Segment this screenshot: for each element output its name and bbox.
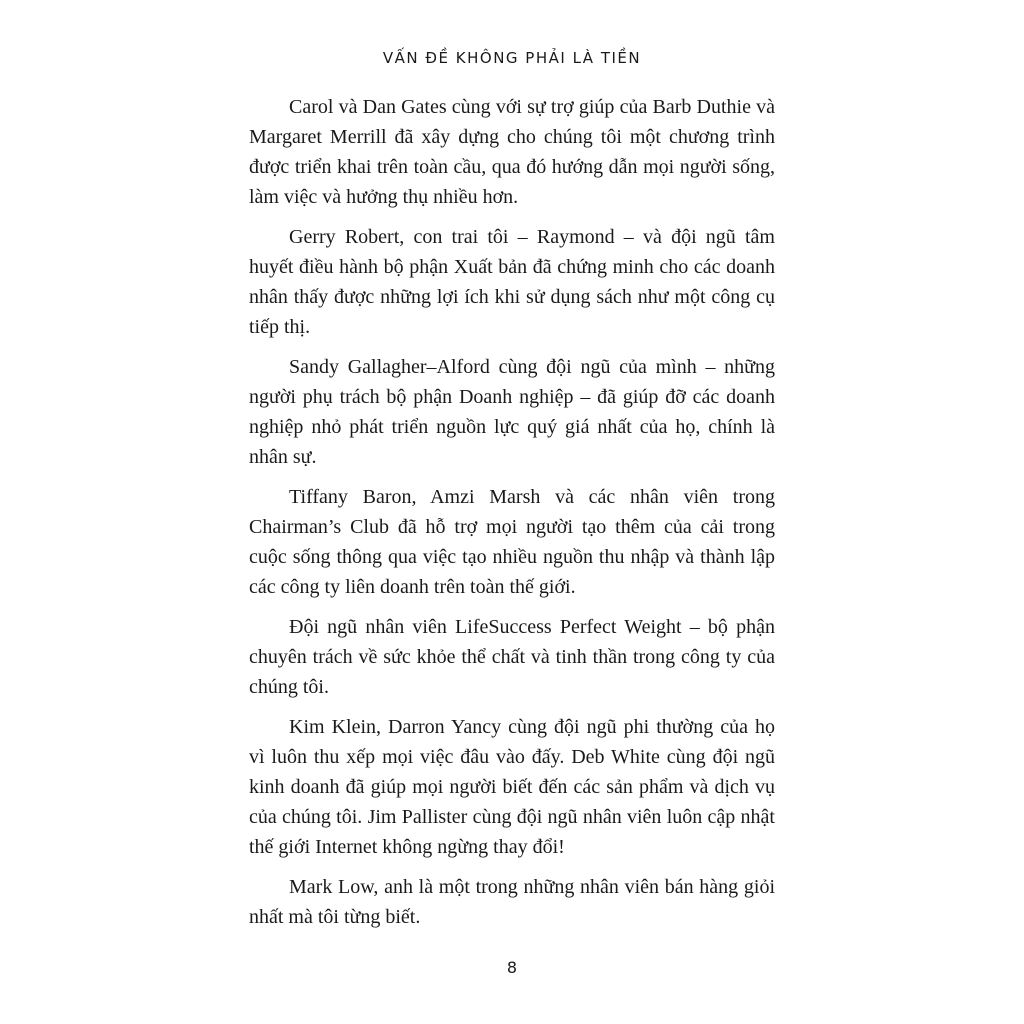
paragraph: Sandy Gallagher–Alford cùng đội ngũ của mình – những người phụ trách bộ phận Doanh nghiệp – đã giúp đỡ các doanh nghiệp nhỏ phát triển nguồn lực quý giá nhất của họ, chính là nhân sự. — [249, 356, 775, 468]
paragraph: Kim Klein, Darron Yancy cùng đội ngũ phi thường của họ vì luôn thu xếp mọi việc đâu vào đấy. Deb White cùng đội ngũ kinh doanh đã giúp mọi người biết đến các sản phẩm và dịch vụ của chúng tôi. Jim Pallister cùng đội ngũ nhân viên luôn cập nhật thế giới Internet không ngừng thay đổi! — [249, 716, 775, 858]
paragraph: Đội ngũ nhân viên LifeSuccess Perfect Weight – bộ phận chuyên trách về sức khỏe thể chất và tinh thần trong công ty của chúng tôi. — [249, 616, 775, 698]
paragraph: Mark Low, anh là một trong những nhân viên bán hàng giỏi nhất mà tôi từng biết. — [249, 876, 775, 928]
paragraph: Carol và Dan Gates cùng với sự trợ giúp của Barb Duthie và Margaret Merrill đã xây dựng cho chúng tôi một chương trình được triển khai trên toàn cầu, qua đó hướng dẫn mọi người sống, làm việc và hưởng thụ nhiều hơn. — [249, 96, 775, 208]
body-text — [249, 92, 775, 942]
paragraph: Gerry Robert, con trai tôi – Raymond – và đội ngũ tâm huyết điều hành bộ phận Xuất bản đã chứng minh cho các doanh nhân thấy được những lợi ích khi sử dụng sách như một công cụ tiếp thị. — [249, 226, 775, 338]
paragraph: Tiffany Baron, Amzi Marsh và các nhân viên trong Chairman’s Club đã hỗ trợ mọi người tạo thêm của cải trong cuộc sống thông qua việc tạo nhiều nguồn thu nhập và thành lập các công ty liên doanh trên toàn thế giới. — [249, 486, 775, 598]
page-number: 8 — [506, 958, 518, 977]
running-head: VẤN ĐỀ KHÔNG PHẢI LÀ TIỀN — [382, 49, 642, 67]
